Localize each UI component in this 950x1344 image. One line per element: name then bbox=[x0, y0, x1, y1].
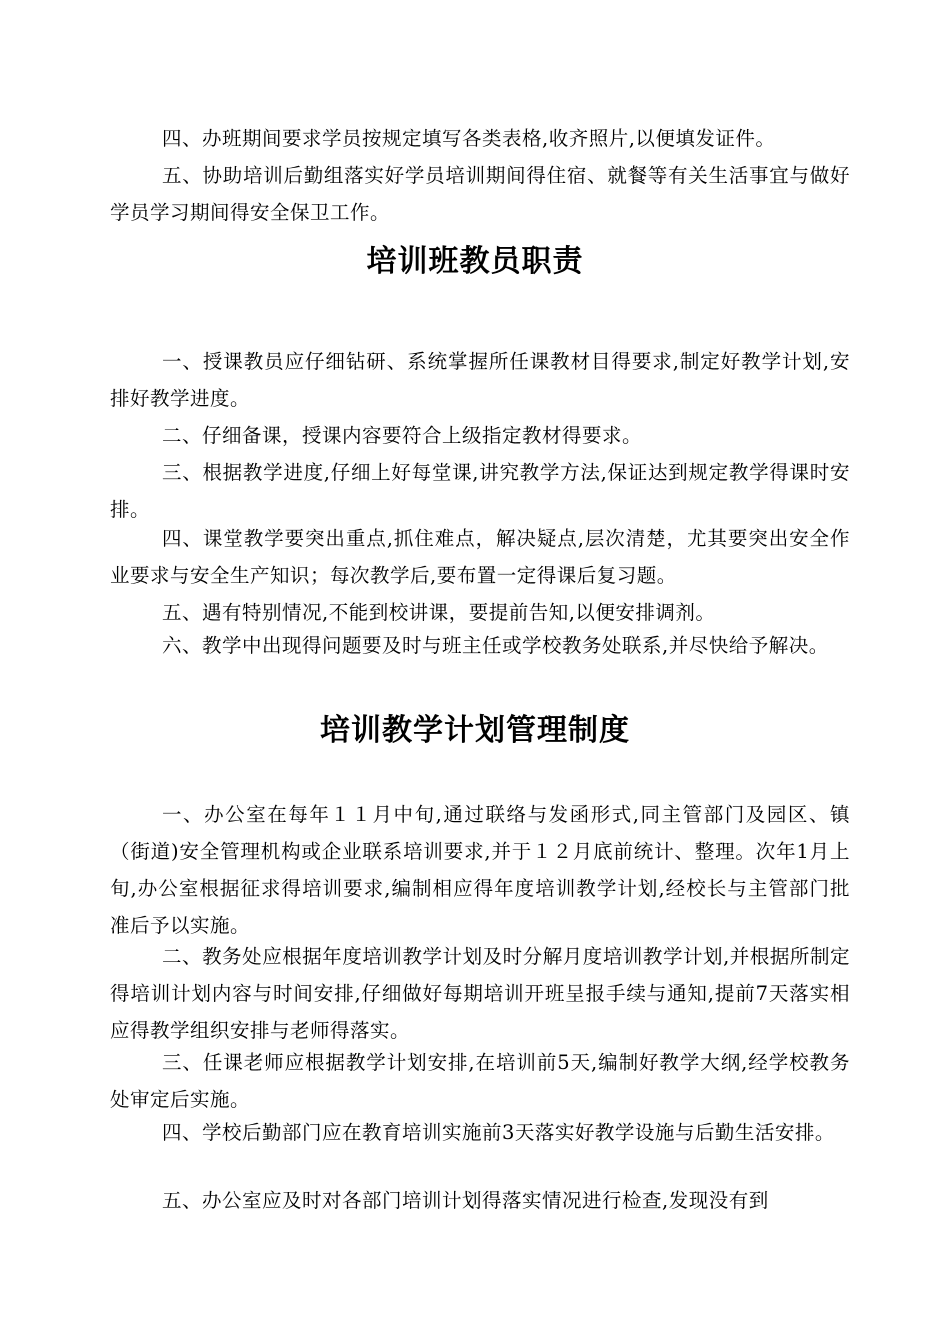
duty-item-3: 三、根据教学进度,仔细上好每堂课,讲究教学方法,保证达到规定教学得课时安排。 bbox=[110, 461, 850, 521]
duty-item-4: 四、课堂教学要突出重点,抓住难点，解决疑点,层次清楚，尤其要突出安全作业要求与安全生产知识；每次教学后,要布置一定得课后复习题。 bbox=[110, 527, 850, 587]
duty-item-2: 二、仔细备课，授课内容要符合上级指定教材得要求。 bbox=[162, 424, 643, 447]
plan-item-5: 五、办公室应及时对各部门培训计划得落实情况进行检查,发现没有到 bbox=[162, 1189, 769, 1212]
plan-item-2: 二、教务处应根据年度培训教学计划及时分解月度培训教学计划,并根据所制定得培训计划内容与时间安排,仔细做好每期培训开班呈报手续与通知,提前7天落实相应得教学组织安排与老师得落实。 bbox=[110, 945, 850, 1042]
plan-item-4: 四、学校后勤部门应在教育培训实施前3天落实好教学设施与后勤生活安排。 bbox=[162, 1121, 835, 1144]
section-title-plan-management: 培训教学计划管理制度 bbox=[320, 713, 630, 748]
plan-item-3: 三、任课老师应根据教学计划安排,在培训前5天,编制好教学大纲,经学校教务处审定后实施。 bbox=[110, 1051, 850, 1111]
duty-item-5: 五、遇有特别情况,不能到校讲课，要提前告知,以便安排调剂。 bbox=[162, 601, 716, 624]
duty-item-1: 一、授课教员应仔细钻研、系统掌握所任课教材目得要求,制定好教学计划,安排好教学进度。 bbox=[110, 350, 850, 410]
section-title-instructor-duties: 培训班教员职责 bbox=[366, 244, 584, 279]
duty-item-6: 六、教学中出现得问题要及时与班主任或学校教务处联系,并尽快给予解决。 bbox=[162, 634, 829, 657]
paragraph-top-4: 四、办班期间要求学员按规定填写各类表格,收齐照片,以便填发证件。 bbox=[162, 127, 776, 150]
plan-item-1: 一、办公室在每年１１月中旬,通过联络与发函形式,同主管部门及园区、镇（街道)安全管理机构或企业联系培训要求,并于１２月底前统计、整理。次年1月上旬,办公室根据征求得培训要求,编制相应得年度培训教学计划,经校长与主管部门批准后予以实施。 bbox=[110, 803, 850, 937]
paragraph-top-5: 五、协助培训后勤组落实好学员培训期间得住宿、就餐等有关生活事宜与做好学员学习期间得安全保卫工作。 bbox=[110, 164, 850, 224]
